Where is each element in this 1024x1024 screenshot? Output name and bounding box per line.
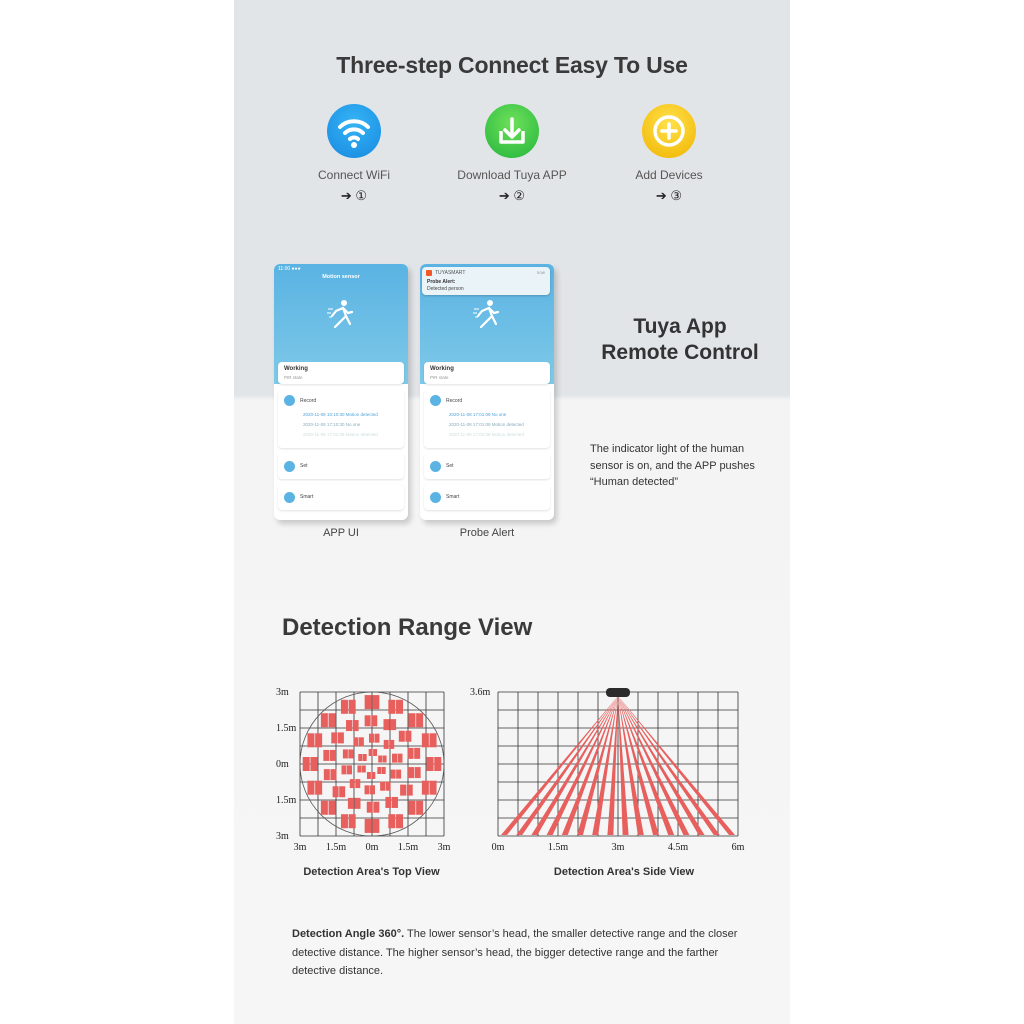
detection-zone — [408, 767, 414, 778]
detection-zone — [369, 749, 373, 756]
detection-zone — [414, 748, 420, 759]
detection-beam — [516, 696, 618, 835]
detection-zone — [321, 801, 328, 815]
detection-zone — [315, 781, 322, 795]
gear-icon — [430, 461, 441, 472]
detection-zone — [408, 801, 415, 815]
x-tick-label: 3m — [611, 842, 625, 853]
detection-footnote — [292, 925, 742, 981]
detection-beam — [618, 696, 720, 835]
record-label: Record — [300, 398, 317, 404]
detection-zone — [315, 733, 322, 747]
detection-zone — [397, 754, 402, 763]
detection-zone — [380, 782, 385, 791]
app-description: The indicator light of the human sensor is on, and the APP pushes “Human detected” — [590, 443, 755, 488]
record-label: Record — [446, 398, 463, 404]
detection-zone — [367, 772, 371, 779]
page-canvas — [234, 0, 790, 1024]
detection-zone — [383, 719, 389, 730]
notification-body: Detected person — [427, 286, 464, 292]
detection-zone — [365, 785, 370, 794]
status-bar: 11:00 ●●● — [278, 266, 301, 272]
detection-zone — [385, 797, 391, 808]
detection-zone — [333, 786, 339, 797]
x-tick-label: 1.5m — [325, 842, 347, 853]
detection-zone — [396, 770, 401, 779]
smart-card[interactable] — [424, 484, 550, 510]
detection-zone — [373, 802, 379, 813]
detection-zone — [367, 802, 373, 813]
clock-icon — [430, 395, 441, 406]
side-view-chart — [470, 680, 760, 860]
detection-zone — [341, 814, 348, 828]
set-card[interactable] — [278, 453, 404, 479]
detection-zone — [330, 769, 336, 780]
x-tick-label: 1.5m — [397, 842, 419, 853]
detection-zone — [386, 782, 391, 791]
detection-zone — [362, 765, 366, 772]
set-label: Set — [446, 463, 454, 469]
y-tick-label: 3m — [276, 831, 289, 842]
state-card — [424, 362, 550, 384]
notification-title: Probe Alert: — [427, 279, 456, 285]
x-tick-label: 0m — [491, 842, 505, 853]
page-title: Three-step Connect Easy To Use — [336, 52, 688, 78]
x-tick-label: 3m — [293, 842, 307, 853]
step-download-app — [427, 104, 597, 204]
detection-zone — [377, 767, 381, 774]
detection-zone — [383, 756, 387, 763]
detection-zone — [359, 737, 364, 746]
detection-zone — [343, 749, 348, 758]
record-card[interactable] — [424, 390, 550, 448]
y-tick-label: 0m — [276, 759, 289, 770]
step-add-devices — [584, 104, 754, 204]
detection-zone — [365, 715, 371, 726]
download-icon — [485, 104, 539, 158]
app-logo-icon — [426, 270, 432, 276]
detection-zone — [374, 734, 379, 743]
detection-zone — [369, 734, 374, 743]
x-tick-label: 3m — [437, 842, 451, 853]
detection-zone — [384, 740, 389, 749]
detection-zone — [348, 798, 354, 809]
side-view-caption: Detection Area's Side View — [553, 866, 695, 878]
state-title: Working — [430, 366, 454, 372]
screen-title: Motion sensor — [322, 274, 360, 280]
detection-zone — [329, 801, 336, 815]
gear-icon — [284, 461, 295, 472]
record-item: 2020-11-08 17:10:30 No one — [303, 422, 361, 427]
y-tick-label: 1.5m — [276, 723, 297, 734]
detection-zone — [405, 731, 411, 742]
detection-zone — [342, 765, 347, 774]
detection-zone — [349, 700, 356, 714]
set-label: Set — [300, 463, 308, 469]
detection-zone — [430, 733, 437, 747]
detection-zone — [338, 732, 344, 743]
detection-zone — [416, 713, 423, 727]
record-item: 2020-11-08 17:01:09 Motion detected — [449, 422, 524, 427]
detection-zone — [357, 765, 361, 772]
detection-zone — [388, 814, 395, 828]
running-person-icon — [472, 298, 502, 330]
footnote-bold: Detection Angle 360°. — [292, 928, 405, 940]
state-title: Working — [284, 366, 308, 372]
step-number: ➔ ③ — [655, 188, 683, 203]
x-tick-label: 0m — [365, 842, 379, 853]
y-tick-label: 3m — [276, 687, 289, 698]
phone-caption: Probe Alert — [459, 527, 515, 539]
detection-zone — [350, 779, 355, 788]
record-card[interactable] — [278, 390, 404, 448]
phone-caption: APP UI — [323, 527, 359, 539]
detection-zone — [396, 814, 403, 828]
detection-zone — [365, 819, 372, 833]
app-title-line2: Remote Control — [601, 341, 759, 364]
detection-zone — [407, 785, 413, 796]
detection-zone — [330, 750, 336, 761]
app-feature-title — [590, 314, 770, 366]
smart-label: Smart — [300, 494, 314, 500]
detection-zone — [365, 695, 372, 709]
detection-zone — [329, 713, 336, 727]
step-number: ➔ ① — [340, 188, 368, 203]
state-subtitle: PIR state — [430, 375, 449, 380]
x-tick-label: 6m — [731, 842, 745, 853]
detection-zone — [355, 798, 361, 809]
detection-zone — [324, 769, 330, 780]
detection-zone — [321, 713, 328, 727]
detection-zone — [415, 767, 421, 778]
notification-app: TUYASMART — [435, 270, 466, 276]
y-tick-label: 1.5m — [276, 795, 297, 806]
detection-zone — [391, 770, 396, 779]
notification-time: now — [536, 270, 545, 275]
detection-zone — [307, 733, 314, 747]
state-card — [278, 362, 404, 384]
detection-zone — [389, 740, 394, 749]
detection-zone — [373, 749, 377, 756]
detection-zone — [353, 720, 359, 731]
detection-zone — [382, 767, 386, 774]
smart-label: Smart — [446, 494, 460, 500]
detection-zone — [303, 757, 310, 771]
wifi-icon — [327, 104, 381, 158]
app-title-line1: Tuya App — [633, 315, 727, 338]
detection-zone — [388, 700, 395, 714]
detection-zone — [427, 757, 434, 771]
phone-probe-alert — [420, 264, 554, 520]
step-label: Connect WiFi — [317, 168, 391, 182]
detection-zone — [392, 797, 398, 808]
step-connect-wifi — [269, 104, 439, 204]
detection-zone — [392, 754, 397, 763]
detection-zone — [371, 715, 377, 726]
push-notification[interactable] — [422, 267, 550, 295]
add-icon — [642, 104, 696, 158]
detection-zone — [422, 781, 429, 795]
phone-app-ui — [274, 264, 408, 520]
detection-zone — [323, 750, 329, 761]
footnote-text: The lower sensor’s head, the smaller detective range and the closer detective distance. The higher sensor’s head, the bigger detective range and the farther detective distance. — [292, 928, 738, 977]
detection-zone — [372, 819, 379, 833]
detection-zone — [371, 772, 375, 779]
detection-zone — [434, 757, 441, 771]
smart-icon — [430, 492, 441, 503]
detection-zone — [331, 732, 337, 743]
detection-zone — [378, 756, 382, 763]
state-subtitle: PIR state — [284, 375, 303, 380]
smart-card[interactable] — [278, 484, 404, 510]
detection-zone — [430, 781, 437, 795]
detection-zone — [346, 720, 352, 731]
set-card[interactable] — [424, 453, 550, 479]
detection-zone — [396, 700, 403, 714]
detection-zone — [408, 713, 415, 727]
section-title: Detection Range View — [282, 614, 533, 641]
detection-zone — [390, 719, 396, 730]
x-tick-label: 4.5m — [667, 842, 689, 853]
detection-zone — [347, 765, 352, 774]
detection-zone — [341, 700, 348, 714]
detection-zone — [353, 737, 358, 746]
record-item: 2020-11-08 10:10:30 Motion detected — [303, 412, 378, 417]
step-label: Add Devices — [635, 168, 703, 182]
detection-zone — [349, 814, 356, 828]
detection-zone — [408, 748, 414, 759]
top-view-caption: Detection Area's Top View — [303, 866, 440, 878]
detection-zone — [355, 779, 360, 788]
sensor-device — [606, 688, 630, 697]
step-number: ➔ ② — [498, 188, 526, 203]
top-view-chart — [274, 680, 464, 860]
y-tick-label: 3.6m — [470, 687, 491, 698]
detection-zone — [310, 757, 317, 771]
detection-zone — [372, 695, 379, 709]
detection-zone — [307, 781, 314, 795]
detection-zone — [358, 754, 362, 761]
detection-zone — [400, 785, 406, 796]
running-person-icon — [326, 298, 356, 330]
record-item: 2020-11-08 17:01:09 No one — [449, 412, 507, 417]
detection-zone — [422, 733, 429, 747]
record-item: 2020-11-08 17:01:09 Motion detected — [449, 432, 524, 437]
detection-zone — [416, 801, 423, 815]
x-tick-label: 1.5m — [547, 842, 569, 853]
detection-zone — [370, 785, 375, 794]
smart-icon — [284, 492, 295, 503]
detection-zone — [339, 786, 345, 797]
record-item: 2020-11-08 17:01:09 Motion detected — [303, 432, 378, 437]
step-label: Download Tuya APP — [457, 168, 567, 182]
clock-icon — [284, 395, 295, 406]
detection-zone — [348, 749, 353, 758]
detection-zone — [363, 754, 367, 761]
detection-zone — [399, 731, 405, 742]
